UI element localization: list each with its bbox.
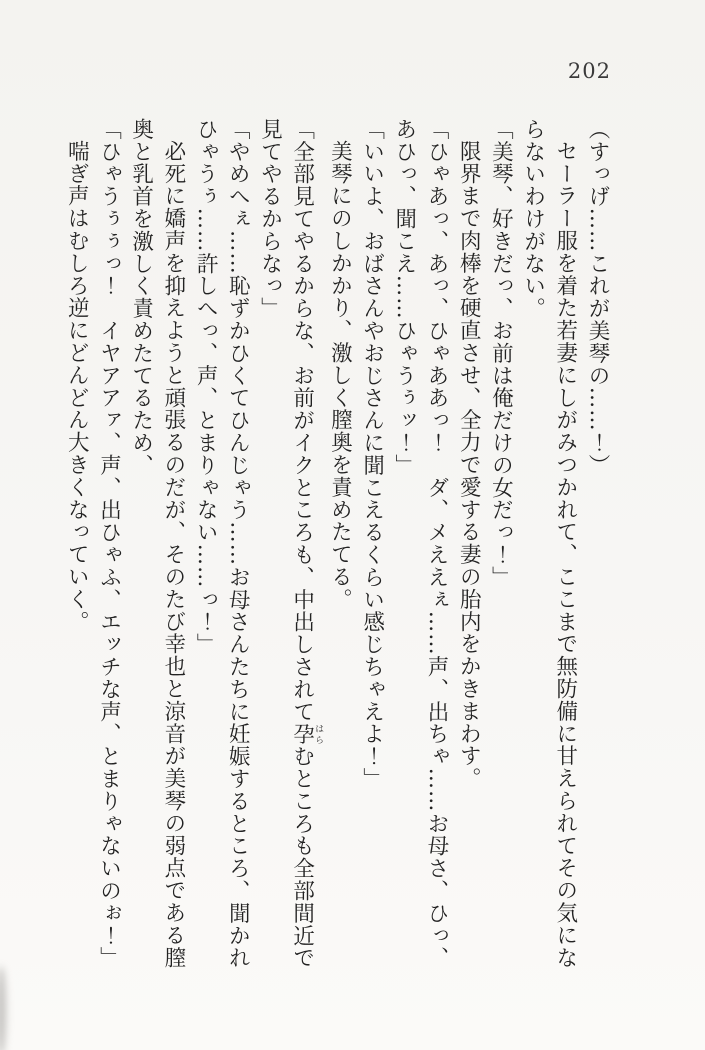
text-line: らないわけがない。 <box>520 118 546 320</box>
text-line: あひっ、聞こえ……ひゃうぅッ！」 <box>391 118 417 477</box>
text-line: 「全部見てやるからな、お前がイクところも、中出しされて孕はらむところも全部間近で <box>289 118 324 970</box>
text-line: 必死に嬌声を抑えようと頑張るのだが、そのたび幸也と涼音が美琴の弱点である膣 <box>160 140 186 970</box>
text-line: 見てやるからなっ」 <box>257 118 283 320</box>
furigana-ruby: 孕はら <box>289 722 324 746</box>
scan-artifact <box>0 966 6 1050</box>
text-line: ひゃうぅ……許しへっ、声、とまりゃない……っ！」 <box>193 118 219 656</box>
text-line: 「ひゃうぅぅっ！ イヤアアァ、声、出ひゃふ、エッチな声、とまりゃないのぉ！」 <box>96 118 122 970</box>
text-line: 「美琴、好きだっ、お前は俺だけの女だっ！」 <box>488 118 514 589</box>
text-line: 「ひゃあっ、あっ、ひゃああっ！ ダ、メええぇ……声、出ちゃ……お母さ、ひっ、 <box>423 118 449 970</box>
page-number: 202 <box>567 59 611 83</box>
vertical-text-block <box>60 118 613 978</box>
text-line: 奥と乳首を激しく責めたてるため、 <box>128 118 154 477</box>
text-line: 限界まで肉棒を硬直させ、全力で愛する妻の胎内をかきまわす。 <box>456 140 482 790</box>
text-line: セーラー服を着た若妻にしがみつかれて、ここまで無防備に甘えられてその気にな <box>552 140 578 970</box>
text-line: （すっげ……これが美琴の……！） <box>585 118 610 477</box>
text-line: 美琴にのしかかり、激しく膣奥を責めたてる。 <box>327 140 353 611</box>
text-line: 「いいよ、おばさんやおじさんに聞こえるくらい感じちゃえよ！」 <box>359 118 385 790</box>
text-line: 喘ぎ声はむしろ逆にどんどん大きくなっていく。 <box>64 140 90 634</box>
text-line: 「やめへぇ……恥ずかひくてひんじゃう……お母さんたちに妊娠するところ、聞かれ <box>225 118 251 970</box>
